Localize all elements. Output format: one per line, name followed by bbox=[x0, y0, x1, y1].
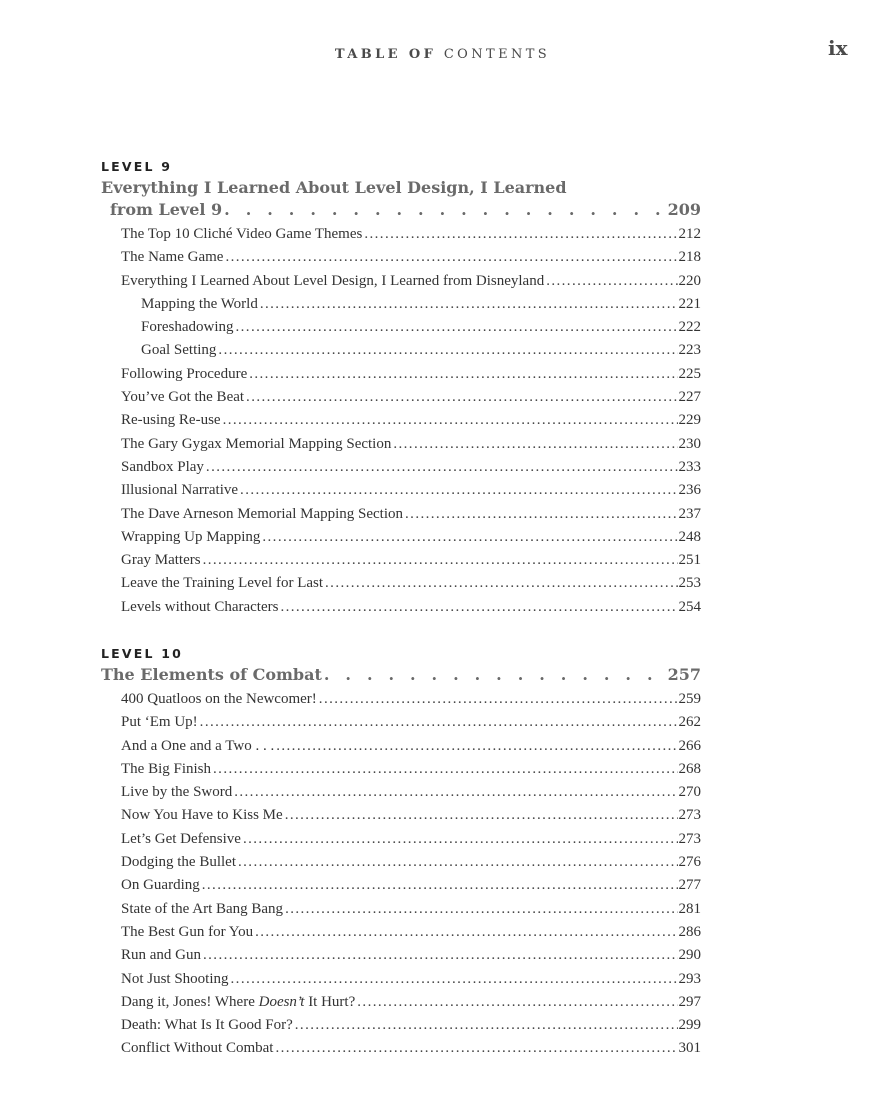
toc-entry[interactable] bbox=[101, 526, 701, 549]
entry-page: 225 bbox=[678, 365, 701, 382]
dot-leader bbox=[325, 572, 677, 595]
level-10-label: LEVEL 10 bbox=[101, 646, 184, 661]
toc-entry[interactable] bbox=[101, 270, 701, 293]
toc-entry[interactable] bbox=[101, 503, 701, 526]
toc-entry[interactable] bbox=[101, 386, 701, 409]
toc-entry[interactable] bbox=[101, 433, 701, 456]
toc-entry[interactable] bbox=[101, 898, 701, 921]
dot-leader bbox=[364, 223, 677, 246]
dot-leader bbox=[260, 293, 678, 316]
entry-page: 290 bbox=[678, 947, 701, 964]
dot-leader bbox=[275, 1037, 677, 1060]
entry-title: 400 Quatloos on the Newcomer! bbox=[121, 691, 317, 707]
toc-entry[interactable] bbox=[101, 781, 701, 804]
entry-title: Gray Matters bbox=[121, 552, 201, 569]
entry-title: Sandbox Play bbox=[121, 458, 204, 475]
entry-title bbox=[121, 991, 355, 1014]
entry-title: Death: What Is It Good For? bbox=[121, 1017, 293, 1034]
entry-page: 277 bbox=[678, 877, 701, 894]
entry-page: 227 bbox=[678, 389, 701, 406]
dot-leader bbox=[393, 433, 677, 456]
entry-page: 299 bbox=[678, 1017, 701, 1034]
entry-title: The Best Gun for You bbox=[121, 923, 254, 940]
entry-page: 236 bbox=[678, 482, 701, 499]
dot-leader bbox=[405, 503, 677, 526]
entry-title: The Top 10 Cliché Video Game Themes bbox=[121, 226, 363, 242]
entry-title-pre: Dang it, Jones! Where bbox=[121, 993, 259, 1010]
entry-page: 270 bbox=[678, 784, 701, 801]
entry-title: Let’s Get Defensive bbox=[121, 830, 241, 847]
toc-entry[interactable] bbox=[101, 363, 701, 386]
dot-leader bbox=[218, 339, 677, 362]
dot-leader bbox=[223, 409, 678, 432]
level-9-title-line-2: from Level 9 bbox=[110, 200, 223, 219]
dot-leader bbox=[231, 968, 678, 991]
entry-page: 229 bbox=[678, 412, 701, 429]
dot-leader bbox=[295, 1014, 678, 1037]
dot-leader bbox=[280, 596, 677, 619]
entry-page: 286 bbox=[678, 923, 701, 940]
entry-title: Live by the Sword bbox=[121, 784, 233, 801]
toc-entry[interactable] bbox=[101, 1037, 701, 1060]
entry-title: On Guarding bbox=[121, 877, 200, 894]
toc-subentry[interactable] bbox=[101, 316, 701, 339]
toc-entry[interactable] bbox=[101, 456, 701, 479]
entry-title: Not Just Shooting bbox=[121, 970, 229, 987]
entry-page: 266 bbox=[678, 737, 701, 754]
entry-title: Wrapping Up Mapping bbox=[121, 528, 261, 545]
entry-title: You’ve Got the Beat bbox=[121, 389, 245, 406]
level-9-section bbox=[101, 157, 701, 619]
entry-page: 259 bbox=[678, 691, 701, 707]
level-10-chapter-title[interactable] bbox=[101, 664, 701, 686]
running-head-rest: CONTENTS bbox=[443, 47, 551, 62]
entry-title: Put ‘Em Up! bbox=[121, 714, 198, 731]
entry-page: 212 bbox=[678, 226, 701, 242]
entry-title: And a One and a Two . . . bbox=[121, 737, 275, 754]
dot-leader bbox=[200, 711, 678, 734]
toc-entry[interactable] bbox=[101, 246, 701, 269]
level-10-entries bbox=[101, 688, 701, 1061]
entry-title: Goal Setting bbox=[141, 342, 217, 359]
entry-page: 273 bbox=[678, 830, 701, 847]
dot-leader bbox=[285, 898, 677, 921]
dot-leader bbox=[203, 549, 678, 572]
toc-entry[interactable] bbox=[101, 1014, 701, 1037]
dot-leader bbox=[234, 781, 677, 804]
level-9-label: LEVEL 9 bbox=[101, 159, 173, 174]
entry-page: 220 bbox=[678, 272, 701, 289]
entry-page: 268 bbox=[678, 760, 701, 777]
level-10-page: 257 bbox=[667, 665, 701, 684]
entry-title: Foreshadowing bbox=[141, 319, 234, 336]
toc-entry[interactable] bbox=[101, 921, 701, 944]
entry-page: 251 bbox=[678, 552, 701, 569]
entry-title: Dodging the Bullet bbox=[121, 854, 236, 871]
entry-title: Re-using Re-use bbox=[121, 412, 221, 429]
level-9-title-line-1: Everything I Learned About Level Design, I Learned bbox=[101, 178, 567, 197]
dot-leader bbox=[255, 921, 677, 944]
entry-page: 248 bbox=[678, 528, 701, 545]
entry-title: Everything I Learned About Level Design, I Learned from Disneyland bbox=[121, 272, 545, 289]
dot-leader bbox=[225, 246, 677, 269]
entry-page: 281 bbox=[678, 900, 701, 917]
running-head-bold: TABLE OF bbox=[334, 47, 437, 62]
entry-title: The Gary Gygax Memorial Mapping Section bbox=[121, 435, 392, 452]
level-9-chapter-title[interactable] bbox=[101, 177, 701, 221]
entry-title: Run and Gun bbox=[121, 947, 201, 964]
entry-page: 253 bbox=[678, 575, 701, 592]
running-head bbox=[0, 47, 885, 62]
level-9-page: 209 bbox=[667, 200, 701, 219]
level-10-section bbox=[101, 644, 701, 1061]
entry-title-post: It Hurt? bbox=[304, 993, 356, 1010]
toc-entry[interactable] bbox=[101, 991, 701, 1014]
entry-page: 233 bbox=[678, 458, 701, 475]
toc-subentry[interactable] bbox=[101, 339, 701, 362]
entry-title: Following Procedure bbox=[121, 365, 248, 382]
dot-leader bbox=[546, 270, 677, 293]
toc-entry[interactable] bbox=[101, 758, 701, 781]
entry-page: 223 bbox=[678, 342, 701, 359]
entry-page: 237 bbox=[678, 505, 701, 522]
dot-leader bbox=[319, 688, 678, 711]
entry-page: 222 bbox=[678, 319, 701, 336]
dot-leader bbox=[224, 199, 663, 221]
dot-leader bbox=[206, 456, 678, 479]
dot-leader bbox=[249, 363, 677, 386]
dot-leader bbox=[285, 804, 678, 827]
toc-entry[interactable] bbox=[101, 735, 701, 758]
toc-entry[interactable] bbox=[101, 804, 701, 827]
level-10-title: The Elements of Combat bbox=[101, 665, 322, 684]
toc-entry[interactable] bbox=[101, 688, 701, 711]
toc-entry[interactable] bbox=[101, 851, 701, 874]
dot-leader bbox=[246, 386, 677, 409]
entry-page: 297 bbox=[678, 993, 701, 1010]
page-number: ix bbox=[828, 36, 848, 60]
entry-title: The Big Finish bbox=[121, 760, 212, 777]
entry-page: 221 bbox=[678, 295, 701, 312]
dot-leader bbox=[213, 758, 677, 781]
dot-leader bbox=[262, 526, 677, 549]
entry-page: 301 bbox=[678, 1040, 701, 1057]
toc-entry[interactable] bbox=[101, 479, 701, 502]
entry-page: 254 bbox=[678, 598, 701, 615]
entry-title: Leave the Training Level for Last bbox=[121, 575, 324, 592]
entry-page: 262 bbox=[678, 714, 701, 731]
entry-page: 293 bbox=[678, 970, 701, 987]
entry-title: The Name Game bbox=[121, 249, 224, 266]
entry-title: The Dave Arneson Memorial Mapping Section bbox=[121, 505, 404, 522]
toc-entry[interactable] bbox=[101, 223, 701, 246]
toc-entry[interactable] bbox=[101, 572, 701, 595]
entry-page: 276 bbox=[678, 854, 701, 871]
dot-leader bbox=[238, 851, 678, 874]
entry-title: Levels without Characters bbox=[121, 598, 279, 615]
entry-page: 218 bbox=[678, 249, 701, 266]
toc-entry[interactable] bbox=[101, 874, 701, 897]
entry-title-italic: Doesn’t bbox=[258, 993, 305, 1010]
toc-entry[interactable] bbox=[101, 968, 701, 991]
toc-entry[interactable] bbox=[101, 596, 701, 619]
dot-leader bbox=[357, 991, 677, 1014]
toc-entry[interactable] bbox=[101, 711, 701, 734]
toc-entry[interactable] bbox=[101, 944, 701, 967]
toc-subentry[interactable] bbox=[101, 293, 701, 316]
toc-entry[interactable] bbox=[101, 549, 701, 572]
dot-leader bbox=[324, 664, 664, 686]
dot-leader bbox=[240, 479, 677, 502]
entry-page: 273 bbox=[678, 807, 701, 824]
entry-page: 230 bbox=[678, 435, 701, 452]
dot-leader bbox=[203, 944, 678, 967]
dot-leader bbox=[236, 316, 678, 339]
toc-entry[interactable] bbox=[101, 828, 701, 851]
dot-leader bbox=[276, 735, 677, 758]
entry-title: Now You Have to Kiss Me bbox=[121, 807, 283, 824]
dot-leader bbox=[243, 828, 678, 851]
entry-title: State of the Art Bang Bang bbox=[121, 900, 284, 917]
entry-title: Illusional Narrative bbox=[121, 482, 239, 499]
entry-title: Conflict Without Combat bbox=[121, 1040, 274, 1057]
dot-leader bbox=[202, 874, 678, 897]
level-9-entries bbox=[101, 223, 701, 619]
toc-entry[interactable] bbox=[101, 409, 701, 432]
entry-title: Mapping the World bbox=[141, 295, 258, 312]
